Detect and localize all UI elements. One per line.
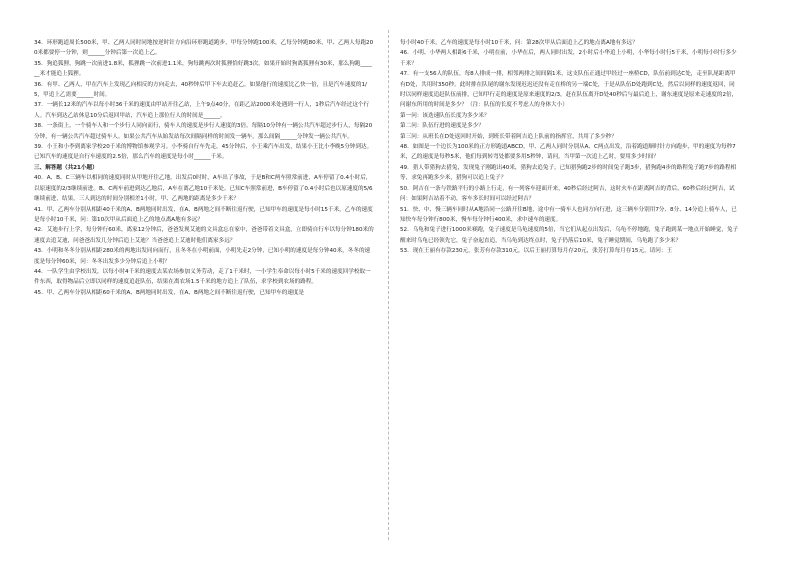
question-51: 51．快、中、慢三辆车同时从A地沿同一公路开往B地，途中有一骑车人也同方向行进，这三辆车分别用7分、8分、14分追上骑车人，已知快车每分钟行800米，慢车每分钟行400米，求中速车的速度。 (400, 206, 737, 223)
question-52: 52．乌龟和兔子进行1000米赛跑，兔子速度是乌龟速度的5倍，当它们从起点出发后，乌龟不停地跑，兔子跑到某一地点开始睡觉，兔子醒来时乌龟已经领先它，兔子奋起直追，当乌龟到达终点时，兔子仍落后10米，兔子睡觉期间，乌龟跑了多少米？ (400, 227, 739, 244)
column-divider (388, 30, 389, 540)
question-34: 34．环形跑道周长500米，甲、乙两人同时同地按逆时针方向沿环形跑道跑步，甲每分钟跑100米，乙每分钟跑80米，甲、乙两人每跑200米都要停一分钟，则______分钟后第一次追上乙。 (34, 40, 374, 57)
question-48: 48．如图是一个边长为100米的正方形跑道ABCD，甲、乙两人同时分别从A、C两点出发，沿着跑道顺时针方向跑步，甲的速度为每秒7米，乙的速度是每秒5米，他们每到转弯处都要多用5秒钟，请问，当甲第一次追上乙时，要用多少时间？ (400, 144, 736, 161)
question-36: 36．有甲、乙两人，甲在汽车上发现乙向相反的方向走去，40秒钟后甲下车去追赶乙。如果他行的速度比乙快一倍，且是汽车速度的1/5，甲追上乙需要______时间。 (34, 81, 367, 99)
question-41: 41．甲、乙两车分别从相距40千米的A、B两地同时出发，在A、B两地之间不断往返行驶，已知甲车的速度是每小时15千米，乙车的速度是每小时10千米，问：第10次甲从后面追上乙的地点离A地有多远？ (34, 206, 373, 223)
question-47-part3: 第三问：从班长在D处返回时开始，到班长带着阿吉追上队前的指挥官，共用了多少秒？ (400, 133, 617, 140)
question-37: 37．一辆长12米的汽车以每小时36千米的速度由甲站开往乙站，上午9点40分，在距乙站2000米处遇到一行人，1秒后汽车经过这个行人。汽车到达乙站休息10分后返回甲站，汽车追上那位行人的时间是______。 (34, 102, 370, 119)
question-53: 53．现在王丽有存款230元，张芳有存款310元，以后王丽打算每月存20元，张芳打算每月存15元，请问：王 (400, 248, 673, 255)
question-45: 45．甲、乙两车分别从相距60千米的A、B两地同时出发，在A、B两地之间不断往返行驶，已知甲车的速度是 (34, 289, 305, 296)
question-43: 43．小明和冬冬分别从相距280米的两地出发同向而行，且冬冬在小明前面，小明先走2分钟，已知小明的速度是每分钟40米，冬冬的速度是每分钟60米，问：冬冬出发多少分钟后追上小明？ (34, 248, 371, 265)
section-title: 三、解答题（共21小题） (34, 164, 98, 171)
question-40: 40．A、B、C三辆车以相同的速度同时从甲地开往乙地，出发后0时时，A车出了事故，于是B和C两车照常前进，A车停留了0.4小时后，以原速度的2/3继续前进。B、C两车前进到达乙地后，A车在离乙地10千米处。已知C车照常前进，B车停留了0.4小时后也以原速度的5/6继续前进，结果，三人到达的时间分别相差1小时，甲、乙两地的距离是多少千米？ (34, 175, 373, 203)
question-47: 47．有一支56人的队伍，每8人排成一排，相邻两排之间间隔1米，这支队伍正通过甲经过一座桥CD，队伍前到达C处，走至队尾距离甲有D处，共用时350秒。此时排在队尾的谢东发现迟迟还没有走在桥的另一端C处，于是从队伍D处跑到C处，然后以同样的速度返回，同时以同样速度追赶队伍前排，已知甲行走的速度是原来速度的2/3，赶在队伍离开D处40秒后与最后追上，谢东速度是原来走速度的2倍，问谢东所用的时间是多少？（注：队伍的长度不考虑人的身体大小） (400, 71, 738, 109)
question-42: 42．艾迪步行上学，每分钟行60米，离家12分钟后，爸爸发现艾迪的文具盒忘在家中，爸爸带着文具盒，立即骑自行车以每分钟180米的速度去追艾迪，问爸爸出发几分钟后追上艾迪？当爸爸追上艾迪时他们离家多远？ (34, 227, 374, 244)
question-47-part1: 第一问：该迭速队伍长度为多少米？ (400, 112, 490, 119)
question-47-part2: 第二问：队伍行进的速度是多少？ (400, 123, 484, 130)
question-49: 49．猎人带猎狗去猎兔，发现兔子刚跑出40米，猎狗去追兔子，已知猎狗跑2步的时间兔子跑3步，猎狗跑4步的路程兔子跑7步的路程相等，求兔再跑多少米，猎狗可以追上兔子？ (400, 164, 737, 182)
question-39: 39．小王和小李到离家学校20千米的博物馆参观学习。小李骑自行车先走，45分钟后，小王乘汽车出发，结果小王比小李晚5分钟到达。已知汽车的速度是自行车速度的2.5倍，那么汽车的速度是每小时______千米。 (34, 144, 373, 161)
question-38: 38．一条街上，一个骑车人和一个步行人同向而行，骑车人的速度是步行人速度的3倍。每隔10分钟有一辆公共汽车超过步行人，每隔20分钟，有一辆公共汽车超过骑车人。如果公共汽车从始发站每次间隔同样的时间发一辆车，那么间隔______分钟发一辆公共汽车。 (34, 123, 373, 140)
question-45-cont: 每小时40千米，乙车的速度是每小时10千米，问：第28次甲从后面追上乙的地点离A地有多远？ (400, 40, 638, 46)
question-46: 46．小明、小华两人相距6千米，小明在前，小华在后，两人同时出发，2小时后小华追上小明，小华每小时行5千米，小明每小时行多少千米？ (400, 50, 737, 67)
left-column (34, 38, 374, 298)
right-column (400, 38, 740, 257)
question-35: 35．狗追狐狸，狗跳一次前进1.8米，狐狸跳一次前进1.1米，狗每跳两次时狐狸恰好跳3次。如果开始时狗离狐狸有30米，那么狗跑______米才能追上狐狸。 (34, 60, 372, 78)
question-44: 44．一队学生由学校出发，以每小时4千米的速度去某农场参加义务劳动，走了1千米时，一小学生奉命以每小时5千米的速度回学校取一件东西，取得物品后立即以同样的速度追赶队伍，结果在离农场1.5千米的地方追上了队伍，求学校到农场的路程。 (34, 268, 371, 286)
question-50: 50．阿吉在一条与铁路平行的小路上行走，有一列客车迎面开来，40秒后经过阿吉，这时火车在距离阿吉的背后，60秒后经过阿吉，试问：如果阿吉站着不动，客车多长时间可以经过阿吉？ (400, 185, 735, 203)
